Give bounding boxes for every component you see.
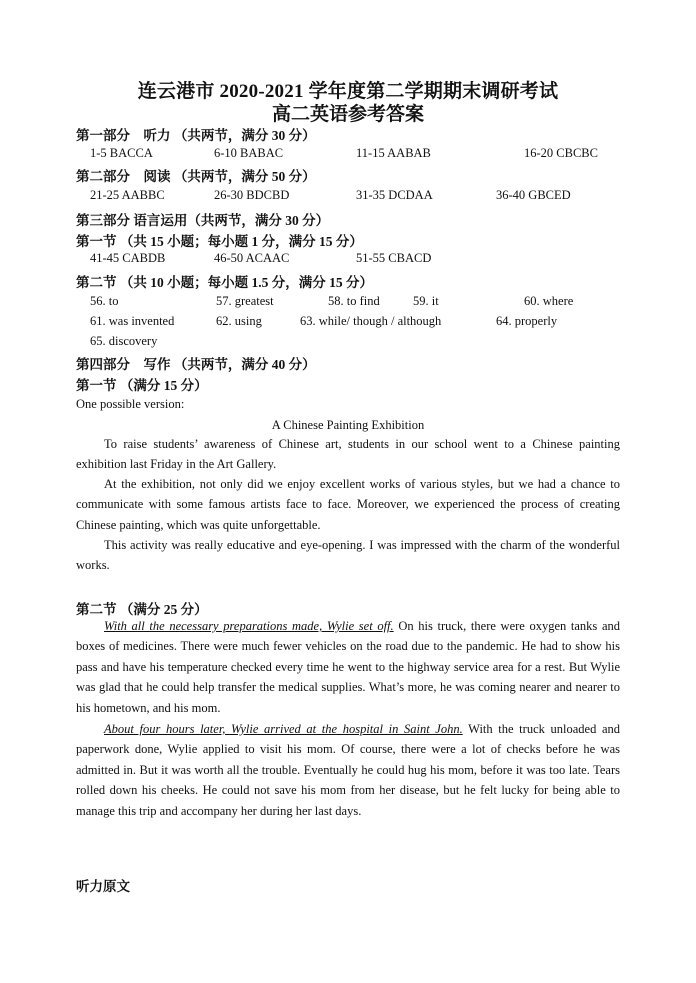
part4-section2-heading: 第二节 （满分 25 分） xyxy=(76,602,208,617)
answer-item: 61. was invented xyxy=(90,314,175,328)
part3-heading: 第三部分 语言运用（共两节，满分 30 分） xyxy=(76,213,330,228)
part3-section2-answer-row xyxy=(0,294,696,312)
answer-group: 11-15 AABAB xyxy=(356,146,431,160)
version-label: One possible version: xyxy=(76,397,185,411)
part2-heading: 第二部分 阅读 （共两节，满分 50 分） xyxy=(76,169,316,184)
answer-group: 21-25 AABBC xyxy=(90,188,165,202)
answer-group: 41-45 CABDB xyxy=(90,251,166,265)
part3-section1-heading: 第一节 （共 15 小题；每小题 1 分，满分 15 分） xyxy=(76,234,363,249)
part1-answer-row xyxy=(0,146,696,164)
essay-paragraph: To raise students’ awareness of Chinese art, students in our school went to a Chinese painting exhibition last Friday in the Art Gallery. xyxy=(76,437,620,472)
essay-paragraph: This activity was really educative and eye-opening. I was impressed with the charm of the wonderful works. xyxy=(76,538,620,573)
answer-group: 6-10 BABAC xyxy=(214,146,284,160)
answer-group: 51-55 CBACD xyxy=(356,251,432,265)
listening-script-heading: 听力原文 xyxy=(76,879,130,894)
answer-group: 1-5 BACCA xyxy=(90,146,153,160)
answer-item: 62. using xyxy=(216,314,262,328)
essay-title: A Chinese Painting Exhibition xyxy=(271,418,425,432)
part3-section1-answer-row xyxy=(0,251,696,269)
answer-item: 63. while/ though / although xyxy=(300,314,442,328)
answer-group: 36-40 GBCED xyxy=(496,188,571,202)
part3-section2-answer-row xyxy=(0,314,696,332)
part4-heading: 第四部分 写作 （共两节，满分 40 分） xyxy=(76,357,316,372)
part2-answer-row xyxy=(0,188,696,206)
story-lead-sentence: With all the necessary preparations made, Wylie set off. xyxy=(104,619,394,633)
answer-group: 26-30 BDCBD xyxy=(214,188,290,202)
story-text: With the truck unloaded and paperwork done, Wylie applied to visit his mom. Of course, there were a lot of checks before he was admitted in. But it was worth all the trouble. Eventually he could hug his mom, before it was too late. Tears rolled down his cheeks. He could not save his mom from her disease, but he felt lucky for being able to manage this trip and accompany her during her last days. xyxy=(76,722,620,818)
story-paragraph xyxy=(76,616,620,718)
answer-item: 56. to xyxy=(90,294,119,308)
document-title: 连云港市 2020-2021 学年度第二学期期末调研考试 xyxy=(137,81,559,102)
story-text: On his truck, there were oxygen tanks and boxes of medicines. There were much fewer vehicles on the road due to the pandemic. He had to show his pass and have his temperature checked every time he went to the highway service area for a rest. But Wylie was glad that he could help transfer the medical supplies. What’s more, he was coming nearer and nearer to his hometown, and his mom. xyxy=(76,619,620,715)
essay-paragraph: At the exhibition, not only did we enjoy excellent works of various styles, but we had a chance to communicate with some famous artists face to face. Moreover, we experienced the process of creating Chinese painting, which was quite unforgettable. xyxy=(76,477,620,532)
answer-item: 65. discovery xyxy=(90,334,158,348)
document-subtitle: 高二英语参考答案 xyxy=(271,104,424,125)
part1-heading: 第一部分 听力 （共两节，满分 30 分） xyxy=(76,128,316,143)
answer-group: 46-50 ACAAC xyxy=(214,251,290,265)
answer-item: 60. where xyxy=(524,294,574,308)
answer-group: 16-20 CBCBC xyxy=(524,146,598,160)
answer-item: 58. to find xyxy=(328,294,380,308)
story-paragraph xyxy=(76,719,620,821)
answer-item: 64. properly xyxy=(496,314,558,328)
answer-group: 31-35 DCDAA xyxy=(356,188,433,202)
story-lead-sentence: About four hours later, Wylie arrived at the hospital in Saint John. xyxy=(104,722,463,736)
part4-section1-heading: 第一节 （满分 15 分） xyxy=(76,378,208,393)
part3-section2-answer-row xyxy=(0,334,696,352)
answer-item: 59. it xyxy=(413,294,439,308)
part3-section2-heading: 第二节 （共 10 小题；每小题 1.5 分，满分 15 分） xyxy=(76,275,373,290)
answer-item: 57. greatest xyxy=(216,294,274,308)
